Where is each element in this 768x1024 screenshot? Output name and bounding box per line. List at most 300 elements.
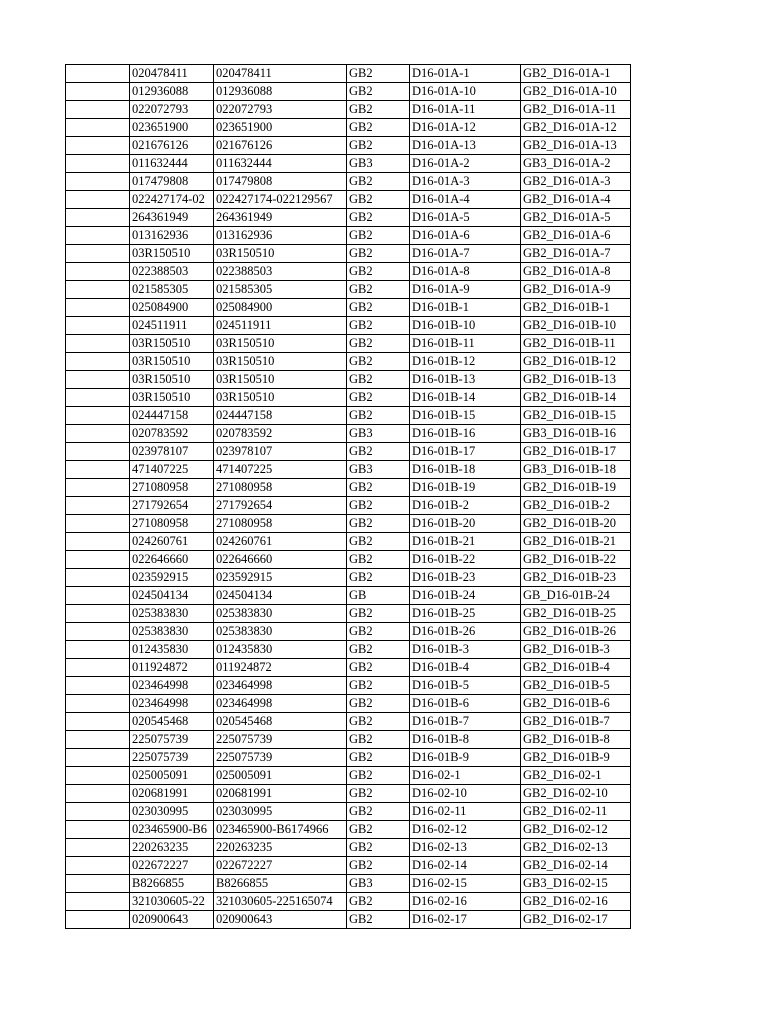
id-full-cell[interactable]: 271792654 — [214, 497, 347, 515]
group-cell[interactable]: GB2 — [347, 497, 410, 515]
blank-cell[interactable] — [66, 605, 130, 623]
code-cell[interactable]: D16-02-16 — [410, 893, 521, 911]
group-cell[interactable]: GB2 — [347, 245, 410, 263]
combined-code-cell[interactable]: GB2_D16-01B-8 — [521, 731, 631, 749]
group-cell[interactable]: GB2 — [347, 335, 410, 353]
table-row — [66, 137, 631, 155]
id-full-cell[interactable]: 011632444 — [214, 155, 347, 173]
group-cell[interactable]: GB2 — [347, 551, 410, 569]
id-cell[interactable]: 011632444 — [130, 155, 214, 173]
blank-cell[interactable] — [66, 767, 130, 785]
combined-code-cell[interactable]: GB2_D16-01B-3 — [521, 641, 631, 659]
code-cell[interactable]: D16-02-13 — [410, 839, 521, 857]
code-cell[interactable]: D16-01B-2 — [410, 497, 521, 515]
group-cell[interactable]: GB2 — [347, 767, 410, 785]
id-cell[interactable]: 025084900 — [130, 299, 214, 317]
table-row — [66, 911, 631, 929]
blank-cell[interactable] — [66, 857, 130, 875]
group-cell[interactable]: GB2 — [347, 605, 410, 623]
combined-code-cell[interactable]: GB2_D16-01A-4 — [521, 191, 631, 209]
combined-code-cell[interactable]: GB2_D16-01A-1 — [521, 65, 631, 83]
combined-code-cell[interactable]: GB2_D16-01B-2 — [521, 497, 631, 515]
blank-cell[interactable] — [66, 101, 130, 119]
code-cell[interactable]: D16-01B-5 — [410, 677, 521, 695]
combined-code-cell[interactable]: GB2_D16-02-16 — [521, 893, 631, 911]
combined-code-cell[interactable]: GB2_D16-01A-11 — [521, 101, 631, 119]
code-cell[interactable]: D16-01B-19 — [410, 479, 521, 497]
combined-code-cell[interactable]: GB2_D16-01A-8 — [521, 263, 631, 281]
group-cell[interactable]: GB2 — [347, 839, 410, 857]
blank-cell[interactable] — [66, 911, 130, 929]
id-full-cell[interactable]: 023030995 — [214, 803, 347, 821]
id-cell[interactable]: 321030605-22 — [130, 893, 214, 911]
id-cell[interactable]: 020783592 — [130, 425, 214, 443]
combined-code-cell[interactable]: GB3_D16-01A-2 — [521, 155, 631, 173]
blank-cell[interactable] — [66, 155, 130, 173]
id-full-cell[interactable]: 024260761 — [214, 533, 347, 551]
id-cell[interactable]: 021585305 — [130, 281, 214, 299]
id-cell[interactable]: 020681991 — [130, 785, 214, 803]
group-cell[interactable]: GB2 — [347, 65, 410, 83]
table-row — [66, 497, 631, 515]
table-row — [66, 695, 631, 713]
id-cell[interactable]: 012936088 — [130, 83, 214, 101]
id-cell[interactable]: 022427174-02 — [130, 191, 214, 209]
id-full-cell[interactable]: 024511911 — [214, 317, 347, 335]
blank-cell[interactable] — [66, 317, 130, 335]
code-cell[interactable]: D16-01B-22 — [410, 551, 521, 569]
group-cell[interactable]: GB2 — [347, 209, 410, 227]
group-cell[interactable]: GB2 — [347, 281, 410, 299]
id-full-cell[interactable]: 271080958 — [214, 515, 347, 533]
blank-cell[interactable] — [66, 677, 130, 695]
id-full-cell[interactable]: 023464998 — [214, 677, 347, 695]
id-cell[interactable]: 023592915 — [130, 569, 214, 587]
code-cell[interactable]: D16-01B-17 — [410, 443, 521, 461]
combined-code-cell[interactable]: GB2_D16-01A-6 — [521, 227, 631, 245]
table-row — [66, 227, 631, 245]
combined-code-cell[interactable]: GB2_D16-01B-23 — [521, 569, 631, 587]
group-cell[interactable]: GB3 — [347, 155, 410, 173]
combined-code-cell[interactable]: GB2_D16-01B-4 — [521, 659, 631, 677]
id-full-cell[interactable]: 017479808 — [214, 173, 347, 191]
id-full-cell[interactable]: 020545468 — [214, 713, 347, 731]
id-full-cell[interactable]: 264361949 — [214, 209, 347, 227]
id-cell[interactable]: 025383830 — [130, 623, 214, 641]
id-cell[interactable]: 020478411 — [130, 65, 214, 83]
group-cell[interactable]: GB2 — [347, 821, 410, 839]
id-full-cell[interactable]: 023464998 — [214, 695, 347, 713]
id-cell[interactable]: 023464998 — [130, 677, 214, 695]
id-cell[interactable]: 271080958 — [130, 479, 214, 497]
id-cell[interactable]: 471407225 — [130, 461, 214, 479]
combined-code-cell[interactable]: GB2_D16-01B-21 — [521, 533, 631, 551]
id-full-cell[interactable]: 013162936 — [214, 227, 347, 245]
combined-code-cell[interactable]: GB2_D16-02-10 — [521, 785, 631, 803]
code-cell[interactable]: D16-01B-4 — [410, 659, 521, 677]
id-cell[interactable]: 023465900-B6 — [130, 821, 214, 839]
combined-code-cell[interactable]: GB2_D16-01B-17 — [521, 443, 631, 461]
code-cell[interactable]: D16-01B-24 — [410, 587, 521, 605]
code-cell[interactable]: D16-01B-16 — [410, 425, 521, 443]
blank-cell[interactable] — [66, 533, 130, 551]
group-cell[interactable]: GB2 — [347, 119, 410, 137]
id-full-cell[interactable]: 471407225 — [214, 461, 347, 479]
table-row — [66, 821, 631, 839]
id-cell[interactable]: 03R150510 — [130, 353, 214, 371]
code-cell[interactable]: D16-01B-10 — [410, 317, 521, 335]
code-cell[interactable]: D16-01B-7 — [410, 713, 521, 731]
group-cell[interactable]: GB2 — [347, 695, 410, 713]
code-cell[interactable]: D16-01B-11 — [410, 335, 521, 353]
id-cell[interactable]: 024504134 — [130, 587, 214, 605]
id-full-cell[interactable]: 022388503 — [214, 263, 347, 281]
group-cell[interactable]: GB2 — [347, 479, 410, 497]
id-full-cell[interactable]: 220263235 — [214, 839, 347, 857]
combined-code-cell[interactable]: GB2_D16-01B-25 — [521, 605, 631, 623]
id-cell[interactable]: 225075739 — [130, 731, 214, 749]
blank-cell[interactable] — [66, 443, 130, 461]
combined-code-cell[interactable]: GB2_D16-01B-26 — [521, 623, 631, 641]
group-cell[interactable]: GB2 — [347, 749, 410, 767]
id-cell[interactable]: 220263235 — [130, 839, 214, 857]
blank-cell[interactable] — [66, 749, 130, 767]
table-row — [66, 875, 631, 893]
code-cell[interactable]: D16-01A-6 — [410, 227, 521, 245]
code-cell[interactable]: D16-02-1 — [410, 767, 521, 785]
code-cell[interactable]: D16-01A-10 — [410, 83, 521, 101]
blank-cell[interactable] — [66, 137, 130, 155]
id-cell[interactable]: 022646660 — [130, 551, 214, 569]
id-cell[interactable]: 03R150510 — [130, 245, 214, 263]
id-full-cell[interactable]: 020783592 — [214, 425, 347, 443]
group-cell[interactable]: GB2 — [347, 371, 410, 389]
code-cell[interactable]: D16-01B-6 — [410, 695, 521, 713]
id-full-cell[interactable]: 020478411 — [214, 65, 347, 83]
blank-cell[interactable] — [66, 659, 130, 677]
table-row — [66, 263, 631, 281]
combined-code-cell[interactable]: GB2_D16-02-12 — [521, 821, 631, 839]
combined-code-cell[interactable]: GB2_D16-01A-13 — [521, 137, 631, 155]
code-cell[interactable]: D16-01A-11 — [410, 101, 521, 119]
id-cell[interactable]: 011924872 — [130, 659, 214, 677]
id-cell[interactable]: B8266855 — [130, 875, 214, 893]
combined-code-cell[interactable]: GB2_D16-01B-10 — [521, 317, 631, 335]
id-cell[interactable]: 03R150510 — [130, 335, 214, 353]
code-cell[interactable]: D16-01B-26 — [410, 623, 521, 641]
combined-code-cell[interactable]: GB2_D16-01B-20 — [521, 515, 631, 533]
code-cell[interactable]: D16-01B-9 — [410, 749, 521, 767]
id-cell[interactable]: 024260761 — [130, 533, 214, 551]
group-cell[interactable]: GB2 — [347, 911, 410, 929]
table-row — [66, 767, 631, 785]
id-cell[interactable]: 225075739 — [130, 749, 214, 767]
combined-code-cell[interactable]: GB2_D16-01B-22 — [521, 551, 631, 569]
id-full-cell[interactable]: 023592915 — [214, 569, 347, 587]
id-cell[interactable]: 020545468 — [130, 713, 214, 731]
combined-code-cell[interactable]: GB2_D16-01A-7 — [521, 245, 631, 263]
id-full-cell[interactable]: 225075739 — [214, 731, 347, 749]
code-cell[interactable]: D16-01B-18 — [410, 461, 521, 479]
group-cell[interactable]: GB2 — [347, 407, 410, 425]
group-cell[interactable]: GB2 — [347, 803, 410, 821]
id-full-cell[interactable]: 225075739 — [214, 749, 347, 767]
group-cell[interactable]: GB2 — [347, 857, 410, 875]
group-cell[interactable]: GB2 — [347, 515, 410, 533]
id-cell[interactable]: 024447158 — [130, 407, 214, 425]
blank-cell[interactable] — [66, 83, 130, 101]
group-cell[interactable]: GB2 — [347, 389, 410, 407]
id-full-cell[interactable]: 321030605-225165074 — [214, 893, 347, 911]
blank-cell[interactable] — [66, 479, 130, 497]
group-cell[interactable]: GB2 — [347, 443, 410, 461]
blank-cell[interactable] — [66, 713, 130, 731]
code-cell[interactable]: D16-01A-8 — [410, 263, 521, 281]
id-full-cell[interactable]: B8266855 — [214, 875, 347, 893]
code-cell[interactable]: D16-01B-14 — [410, 389, 521, 407]
code-cell[interactable]: D16-01A-3 — [410, 173, 521, 191]
code-cell[interactable]: D16-02-14 — [410, 857, 521, 875]
id-cell[interactable]: 023978107 — [130, 443, 214, 461]
combined-code-cell[interactable]: GB2_D16-01B-15 — [521, 407, 631, 425]
id-full-cell[interactable]: 025383830 — [214, 605, 347, 623]
combined-code-cell[interactable]: GB3_D16-01B-16 — [521, 425, 631, 443]
id-full-cell[interactable]: 023465900-B6174966 — [214, 821, 347, 839]
id-cell[interactable]: 023464998 — [130, 695, 214, 713]
blank-cell[interactable] — [66, 623, 130, 641]
code-cell[interactable]: D16-01A-12 — [410, 119, 521, 137]
code-cell[interactable]: D16-01A-1 — [410, 65, 521, 83]
blank-cell[interactable] — [66, 803, 130, 821]
id-full-cell[interactable]: 025084900 — [214, 299, 347, 317]
id-full-cell[interactable]: 023978107 — [214, 443, 347, 461]
id-cell[interactable]: 022388503 — [130, 263, 214, 281]
code-cell[interactable]: D16-01A-5 — [410, 209, 521, 227]
group-cell[interactable]: GB2 — [347, 641, 410, 659]
blank-cell[interactable] — [66, 497, 130, 515]
group-cell[interactable]: GB2 — [347, 731, 410, 749]
blank-cell[interactable] — [66, 461, 130, 479]
id-cell[interactable]: 023651900 — [130, 119, 214, 137]
id-full-cell[interactable]: 012936088 — [214, 83, 347, 101]
blank-cell[interactable] — [66, 65, 130, 83]
id-full-cell[interactable]: 020681991 — [214, 785, 347, 803]
group-cell[interactable]: GB2 — [347, 353, 410, 371]
id-full-cell[interactable]: 03R150510 — [214, 353, 347, 371]
id-full-cell[interactable]: 022672227 — [214, 857, 347, 875]
group-cell[interactable]: GB2 — [347, 659, 410, 677]
blank-cell[interactable] — [66, 839, 130, 857]
combined-code-cell[interactable]: GB2_D16-02-11 — [521, 803, 631, 821]
id-full-cell[interactable]: 271080958 — [214, 479, 347, 497]
id-full-cell[interactable]: 012435830 — [214, 641, 347, 659]
blank-cell[interactable] — [66, 785, 130, 803]
id-cell[interactable]: 022672227 — [130, 857, 214, 875]
blank-cell[interactable] — [66, 281, 130, 299]
id-cell[interactable]: 022072793 — [130, 101, 214, 119]
id-cell[interactable]: 03R150510 — [130, 371, 214, 389]
code-cell[interactable]: D16-02-12 — [410, 821, 521, 839]
table-row — [66, 83, 631, 101]
id-cell[interactable]: 025005091 — [130, 767, 214, 785]
group-cell[interactable]: GB — [347, 587, 410, 605]
blank-cell[interactable] — [66, 353, 130, 371]
combined-code-cell[interactable]: GB2_D16-02-14 — [521, 857, 631, 875]
combined-code-cell[interactable]: GB2_D16-01B-12 — [521, 353, 631, 371]
combined-code-cell[interactable]: GB2_D16-01B-1 — [521, 299, 631, 317]
blank-cell[interactable] — [66, 587, 130, 605]
code-cell[interactable]: D16-01B-12 — [410, 353, 521, 371]
code-cell[interactable]: D16-01A-13 — [410, 137, 521, 155]
group-cell[interactable]: GB3 — [347, 461, 410, 479]
id-full-cell[interactable]: 03R150510 — [214, 389, 347, 407]
group-cell[interactable]: GB2 — [347, 173, 410, 191]
id-cell[interactable]: 020900643 — [130, 911, 214, 929]
table-row — [66, 65, 631, 83]
id-full-cell[interactable]: 021585305 — [214, 281, 347, 299]
combined-code-cell[interactable]: GB2_D16-01A-10 — [521, 83, 631, 101]
group-cell[interactable]: GB2 — [347, 191, 410, 209]
id-full-cell[interactable]: 024447158 — [214, 407, 347, 425]
code-cell[interactable]: D16-01A-9 — [410, 281, 521, 299]
blank-cell[interactable] — [66, 263, 130, 281]
code-cell[interactable]: D16-01B-20 — [410, 515, 521, 533]
combined-code-cell[interactable]: GB2_D16-01A-3 — [521, 173, 631, 191]
code-cell[interactable]: D16-02-10 — [410, 785, 521, 803]
blank-cell[interactable] — [66, 875, 130, 893]
group-cell[interactable]: GB2 — [347, 101, 410, 119]
id-full-cell[interactable]: 024504134 — [214, 587, 347, 605]
combined-code-cell[interactable]: GB2_D16-01B-6 — [521, 695, 631, 713]
blank-cell[interactable] — [66, 227, 130, 245]
group-cell[interactable]: GB2 — [347, 137, 410, 155]
code-cell[interactable]: D16-01A-4 — [410, 191, 521, 209]
id-cell[interactable]: 271792654 — [130, 497, 214, 515]
blank-cell[interactable] — [66, 893, 130, 911]
code-cell[interactable]: D16-01B-21 — [410, 533, 521, 551]
group-cell[interactable]: GB2 — [347, 299, 410, 317]
id-full-cell[interactable]: 011924872 — [214, 659, 347, 677]
code-cell[interactable]: D16-01A-7 — [410, 245, 521, 263]
group-cell[interactable]: GB2 — [347, 263, 410, 281]
code-cell[interactable]: D16-01B-15 — [410, 407, 521, 425]
id-cell[interactable]: 012435830 — [130, 641, 214, 659]
id-full-cell[interactable]: 03R150510 — [214, 245, 347, 263]
code-cell[interactable]: D16-01B-8 — [410, 731, 521, 749]
blank-cell[interactable] — [66, 209, 130, 227]
group-cell[interactable]: GB2 — [347, 677, 410, 695]
id-full-cell[interactable]: 021676126 — [214, 137, 347, 155]
code-cell[interactable]: D16-01B-1 — [410, 299, 521, 317]
code-cell[interactable]: D16-02-17 — [410, 911, 521, 929]
id-cell[interactable]: 03R150510 — [130, 389, 214, 407]
id-cell[interactable]: 017479808 — [130, 173, 214, 191]
combined-code-cell[interactable]: GB2_D16-01A-9 — [521, 281, 631, 299]
combined-code-cell[interactable]: GB2_D16-01A-12 — [521, 119, 631, 137]
combined-code-cell[interactable]: GB2_D16-01B-9 — [521, 749, 631, 767]
group-cell[interactable]: GB2 — [347, 623, 410, 641]
combined-code-cell[interactable]: GB2_D16-01B-13 — [521, 371, 631, 389]
id-full-cell[interactable]: 03R150510 — [214, 371, 347, 389]
id-full-cell[interactable]: 03R150510 — [214, 335, 347, 353]
group-cell[interactable]: GB2 — [347, 227, 410, 245]
id-full-cell[interactable]: 022072793 — [214, 101, 347, 119]
code-cell[interactable]: D16-01B-3 — [410, 641, 521, 659]
combined-code-cell[interactable]: GB2_D16-01B-11 — [521, 335, 631, 353]
group-cell[interactable]: GB3 — [347, 875, 410, 893]
blank-cell[interactable] — [66, 119, 130, 137]
blank-cell[interactable] — [66, 173, 130, 191]
id-cell[interactable]: 271080958 — [130, 515, 214, 533]
blank-cell[interactable] — [66, 245, 130, 263]
combined-code-cell[interactable]: GB2_D16-01B-14 — [521, 389, 631, 407]
blank-cell[interactable] — [66, 821, 130, 839]
code-cell[interactable]: D16-01B-23 — [410, 569, 521, 587]
blank-cell[interactable] — [66, 731, 130, 749]
blank-cell[interactable] — [66, 695, 130, 713]
id-full-cell[interactable]: 025005091 — [214, 767, 347, 785]
group-cell[interactable]: GB2 — [347, 317, 410, 335]
id-cell[interactable]: 023030995 — [130, 803, 214, 821]
id-cell[interactable]: 024511911 — [130, 317, 214, 335]
group-cell[interactable]: GB2 — [347, 569, 410, 587]
combined-code-cell[interactable]: GB3_D16-01B-18 — [521, 461, 631, 479]
code-cell[interactable]: D16-01B-13 — [410, 371, 521, 389]
blank-cell[interactable] — [66, 389, 130, 407]
blank-cell[interactable] — [66, 515, 130, 533]
combined-code-cell[interactable]: GB3_D16-02-15 — [521, 875, 631, 893]
combined-code-cell[interactable]: GB2_D16-01B-19 — [521, 479, 631, 497]
combined-code-cell[interactable]: GB2_D16-01A-5 — [521, 209, 631, 227]
combined-code-cell[interactable]: GB2_D16-01B-5 — [521, 677, 631, 695]
table-row — [66, 587, 631, 605]
id-full-cell[interactable]: 025383830 — [214, 623, 347, 641]
id-cell[interactable]: 264361949 — [130, 209, 214, 227]
id-cell[interactable]: 025383830 — [130, 605, 214, 623]
blank-cell[interactable] — [66, 371, 130, 389]
group-cell[interactable]: GB2 — [347, 533, 410, 551]
blank-cell[interactable] — [66, 569, 130, 587]
combined-code-cell[interactable]: GB2_D16-01B-7 — [521, 713, 631, 731]
code-cell[interactable]: D16-02-15 — [410, 875, 521, 893]
combined-code-cell[interactable]: GB2_D16-02-1 — [521, 767, 631, 785]
blank-cell[interactable] — [66, 551, 130, 569]
group-cell[interactable]: GB3 — [347, 425, 410, 443]
blank-cell[interactable] — [66, 335, 130, 353]
id-cell[interactable]: 013162936 — [130, 227, 214, 245]
combined-code-cell[interactable]: GB2_D16-02-13 — [521, 839, 631, 857]
code-cell[interactable]: D16-01A-2 — [410, 155, 521, 173]
id-full-cell[interactable]: 022646660 — [214, 551, 347, 569]
id-full-cell[interactable]: 022427174-022129567 — [214, 191, 347, 209]
code-cell[interactable]: D16-01B-25 — [410, 605, 521, 623]
code-cell[interactable]: D16-02-11 — [410, 803, 521, 821]
blank-cell[interactable] — [66, 641, 130, 659]
combined-code-cell[interactable]: GB2_D16-02-17 — [521, 911, 631, 929]
group-cell[interactable]: GB2 — [347, 785, 410, 803]
id-cell[interactable]: 021676126 — [130, 137, 214, 155]
group-cell[interactable]: GB2 — [347, 713, 410, 731]
id-full-cell[interactable]: 020900643 — [214, 911, 347, 929]
blank-cell[interactable] — [66, 425, 130, 443]
blank-cell[interactable] — [66, 191, 130, 209]
group-cell[interactable]: GB2 — [347, 83, 410, 101]
group-cell[interactable]: GB2 — [347, 893, 410, 911]
blank-cell[interactable] — [66, 407, 130, 425]
blank-cell[interactable] — [66, 299, 130, 317]
combined-code-cell[interactable]: GB_D16-01B-24 — [521, 587, 631, 605]
id-full-cell[interactable]: 023651900 — [214, 119, 347, 137]
